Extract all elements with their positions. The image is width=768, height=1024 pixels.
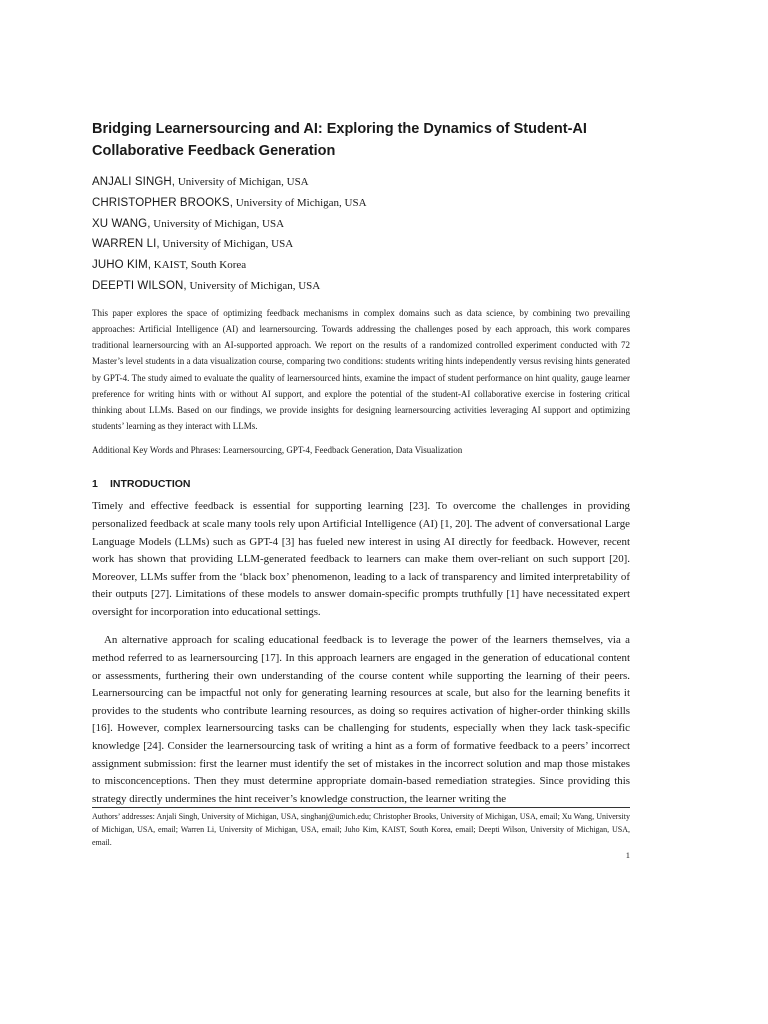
author-affiliation: University of Michigan, USA xyxy=(162,238,294,251)
section-heading xyxy=(92,476,630,492)
author-entry xyxy=(92,214,630,235)
author-list xyxy=(92,172,630,297)
abstract: This paper explores the space of optimizing feedback mechanisms in complex domains such as data science, by combining two prevailing approaches: Artificial Intelligence (AI) and learnersourcing. Towards addressing the challenges posed by each approach, this work compares traditional learnersourcing with an AI-supported approach. We report on the results of a randomized controlled experiment conducted with 72 Master’s level students in a data visualization course, comparing two conditions: students writing hints independently versus revising hints generated by GPT-4. The study aimed to evaluate the quality of learnersourced hints, examine the impact of student performance on hint quality, gauge learner preference for writing hints with or without AI support, and explore the potential of the student-AI collaborative exercise in fostering critical thinking about LLMs. Based on our findings, we provide insights for designing learnersourcing activities leveraging AI support and optimizing students’ learning as they interact with LLMs. xyxy=(92,307,630,432)
author-entry xyxy=(92,193,630,214)
author-name: ANJALI SINGH, xyxy=(92,176,176,188)
author-entry xyxy=(92,255,630,276)
author-entry xyxy=(92,172,630,193)
author-name: DEEPTI WILSON, xyxy=(92,279,187,292)
author-name: XU WANG, xyxy=(92,217,151,230)
body-paragraph: Timely and effective feedback is essential for supporting learning [23]. To overcome the challenges in providing personalized feedback at scale many tools rely upon Artificial Intelligence (AI) [1, 20]. The advent of conversational Large Language Models (LLMs) such as GPT-4 [3] has fueled new interest in using AI directly for feedback. However, recent work has shown that providing LLM-generated feedback to learners can make them over-reliant on such support [20]. Moreover, LLMs suffer from the ‘black box’ phenomenon, leading to a lack of transparency and limited interpretability of their outputs [27]. Limitations of these models to answer domain-specific prompts truthfully [1] have necessitated expert oversight for incorporation into educational settings. xyxy=(92,500,630,618)
author-entry xyxy=(92,276,630,297)
page-number: 1 xyxy=(625,850,630,860)
author-affiliation: University of Michigan, USA xyxy=(153,217,285,230)
author-name: WARREN LI, xyxy=(92,238,160,251)
author-affiliation: KAIST, South Korea xyxy=(153,259,247,272)
author-affiliation: University of Michigan, USA xyxy=(235,196,367,209)
author-name: CHRISTOPHER BROOKS, xyxy=(92,196,233,209)
footnote-divider xyxy=(92,807,630,808)
author-affiliation: University of Michigan, USA xyxy=(189,279,321,292)
author-entry xyxy=(92,234,630,255)
paper-title: Bridging Learnersourcing and AI: Exploring the Dynamics of Student-AI Collaborative Feedback Generation xyxy=(92,121,587,159)
body-paragraph: An alternative approach for scaling educational feedback is to leverage the power of the learners themselves, via a method referred to as learnersourcing [17]. In this approach learners are engaged in the generation of educational content or assessments, furthering their own understanding of the course content while supporting the learning of their peers. Learnersourcing can be impactful not only for generating learning resources at scale, but also for the learning benefits it provides to the students who contribute learning resources, as doing so requires activation of higher-order thinking skills [16]. However, complex learnersourcing tasks can be challenging for students, especially when they lack task-specific knowledge [24]. Consider the learnersourcing task of writing a hint as a form of formative feedback to a peers’ incorrect assignment submission: first the learner must identify the set of mistakes in the incorrect solution and map those mistakes to misconcenceptions. Then they must determine appropriate domain-based remediation strategies. Since providing this strategy directly undermines the hint receiver’s knowledge construction, the learner writing the xyxy=(92,634,630,805)
keywords: Additional Key Words and Phrases: Learnersourcing, GPT-4, Feedback Generation, Data Visualization xyxy=(92,445,463,456)
author-addresses-footnote: Authors’ addresses: Anjali Singh, University of Michigan, USA, singhanj@umich.edu; Christopher Brooks, University of Michigan, USA, email; Xu Wang, University of Michigan, USA, email; Warren Li, University of Michigan, USA, email; Juho Kim, KAIST, South Korea, email; Deepti Wilson, University of Michigan, USA, email. xyxy=(92,812,630,847)
paper-content xyxy=(92,118,630,819)
author-name: JUHO KIM, xyxy=(92,259,152,272)
section-title: INTRODUCTION xyxy=(110,478,191,491)
section-number: 1 xyxy=(92,478,98,491)
author-affiliation: University of Michigan, USA xyxy=(177,176,309,188)
